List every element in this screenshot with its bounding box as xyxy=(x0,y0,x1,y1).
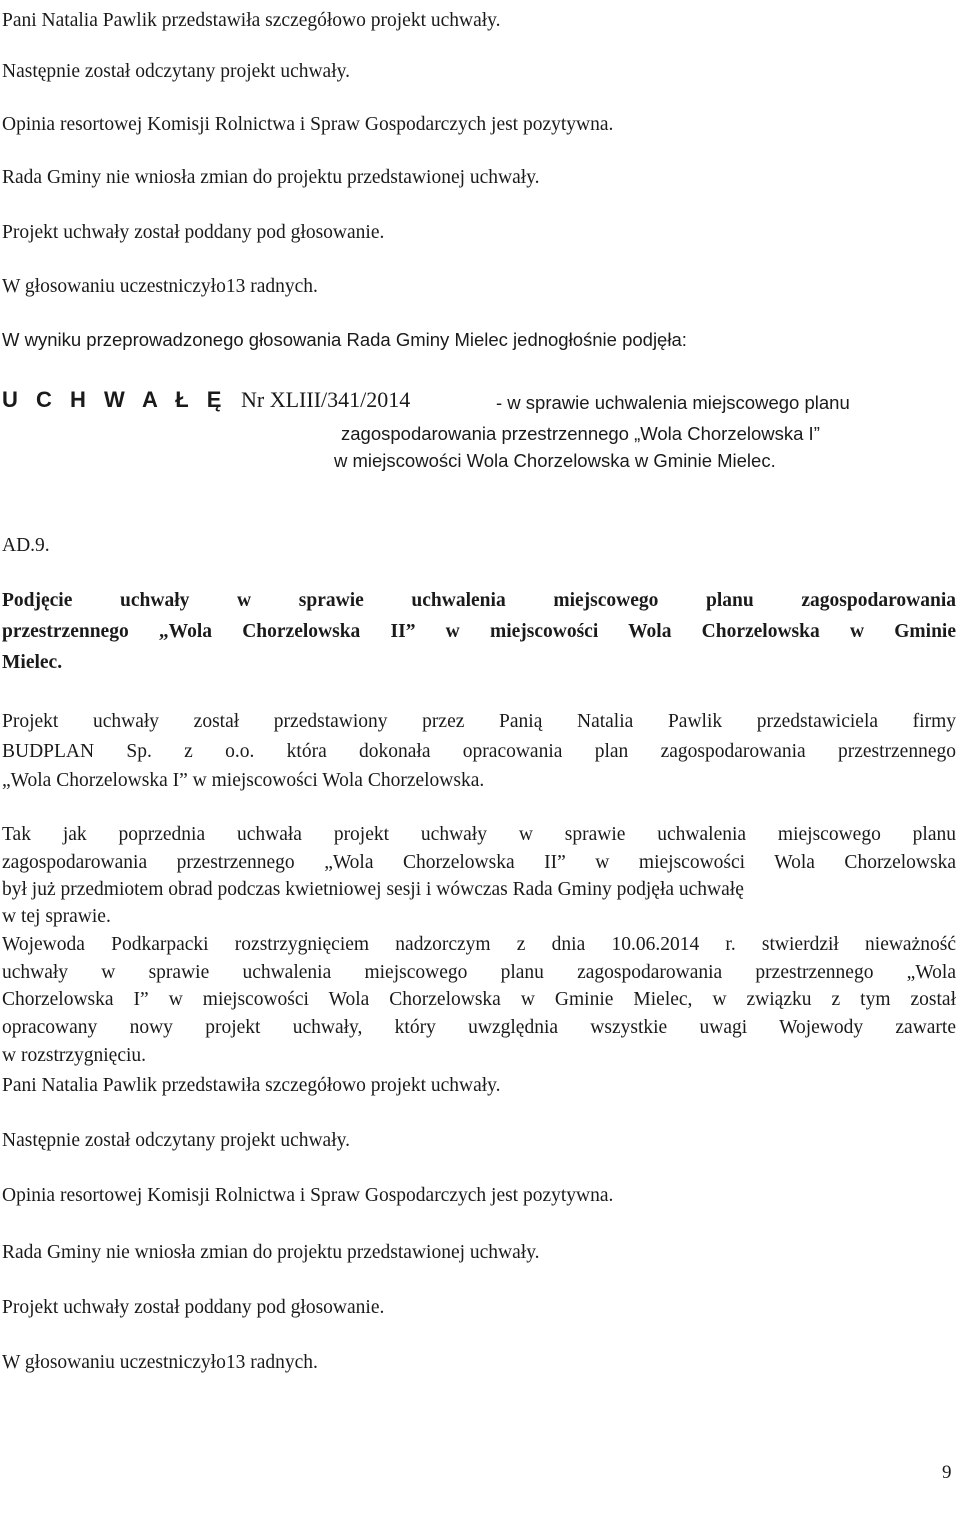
resolution-heading: U C H W A Ł Ę xyxy=(2,387,228,412)
paragraph-line: Projekt uchwały został przedstawiony przez Panią Natalia Pawlik przedstawiciela firmy xyxy=(2,711,956,732)
agenda-subject-line: przestrzennego „Wola Chorzelowska II” w miejscowości Wola Chorzelowska w Gminie xyxy=(2,621,956,642)
text-line: Projekt uchwały został poddany pod głosowanie. xyxy=(2,1297,385,1318)
resolution-title-line: zagospodarowania przestrzennego „Wola Chorzelowska I” xyxy=(341,423,820,444)
paragraph-line: Wojewoda Podkarpacki rozstrzygnięciem nadzorczym z dnia 10.06.2014 r. stwierdził nieważność xyxy=(2,934,956,955)
resolution-title-line: w miejscowości Wola Chorzelowska w Gminie Mielec. xyxy=(334,450,776,471)
agenda-subject-line: Mielec. xyxy=(2,652,63,673)
text-line: W głosowaniu uczestniczyło13 radnych. xyxy=(2,276,318,297)
paragraph-line: opracowany nowy projekt uchwały, który uwzględnia wszystkie uwagi Wojewody zawarte xyxy=(2,1017,956,1038)
text-line: Opinia resortowej Komisji Rolnictwa i Spraw Gospodarczych jest pozytywna. xyxy=(2,114,614,135)
text-line: Następnie został odczytany projekt uchwały. xyxy=(2,1130,350,1151)
text-line: Rada Gminy nie wniosła zmian do projektu przedstawionej uchwały. xyxy=(2,167,540,188)
agenda-item-number: AD.9. xyxy=(2,535,50,556)
text-line: W głosowaniu uczestniczyło13 radnych. xyxy=(2,1352,318,1373)
text-line: Następnie został odczytany projekt uchwały. xyxy=(2,61,350,82)
agenda-subject-line: Podjęcie uchwały w sprawie uchwalenia miejscowego planu zagospodarowania xyxy=(2,590,956,611)
text-line: Projekt uchwały został poddany pod głosowanie. xyxy=(2,222,385,243)
paragraph-line: Chorzelowska I” w miejscowości Wola Chorzelowska w Gminie Mielec, w związku z tym został xyxy=(2,989,956,1010)
paragraph-line: w rozstrzygnięciu. xyxy=(2,1045,147,1066)
resolution-title-line: - w sprawie uchwalenia miejscowego planu xyxy=(496,392,850,413)
page-number: 9 xyxy=(942,1462,952,1483)
paragraph-line: uchwały w sprawie uchwalenia miejscowego planu zagospodarowania przestrzennego „Wola xyxy=(2,962,956,983)
paragraph-line: był już przedmiotem obrad podczas kwietniowej sesji i wówczas Rada Gminy podjęła uchwałę xyxy=(2,879,744,900)
paragraph-line: zagospodarowania przestrzennego „Wola Chorzelowska II” w miejscowości Wola Chorzelowska xyxy=(2,852,956,873)
resolution-number: Nr XLIII/341/2014 xyxy=(241,387,411,412)
paragraph-line: Tak jak poprzednia uchwała projekt uchwały w sprawie uchwalenia miejscowego planu xyxy=(2,824,956,845)
paragraph-line: „Wola Chorzelowska I” w miejscowości Wola Chorzelowska. xyxy=(2,770,485,791)
paragraph-line: w tej sprawie. xyxy=(2,906,111,927)
text-line: Rada Gminy nie wniosła zmian do projektu przedstawionej uchwały. xyxy=(2,1242,540,1263)
text-line: Pani Natalia Pawlik przedstawiła szczegółowo projekt uchwały. xyxy=(2,10,501,31)
text-line: Pani Natalia Pawlik przedstawiła szczegółowo projekt uchwały. xyxy=(2,1075,501,1096)
vote-result: W wyniku przeprowadzonego głosowania Rada Gminy Mielec jednogłośnie podjęła: xyxy=(2,329,687,350)
text-line: Opinia resortowej Komisji Rolnictwa i Spraw Gospodarczych jest pozytywna. xyxy=(2,1185,614,1206)
paragraph-line: BUDPLAN Sp. z o.o. która dokonała opracowania plan zagospodarowania przestrzennego xyxy=(2,741,956,762)
